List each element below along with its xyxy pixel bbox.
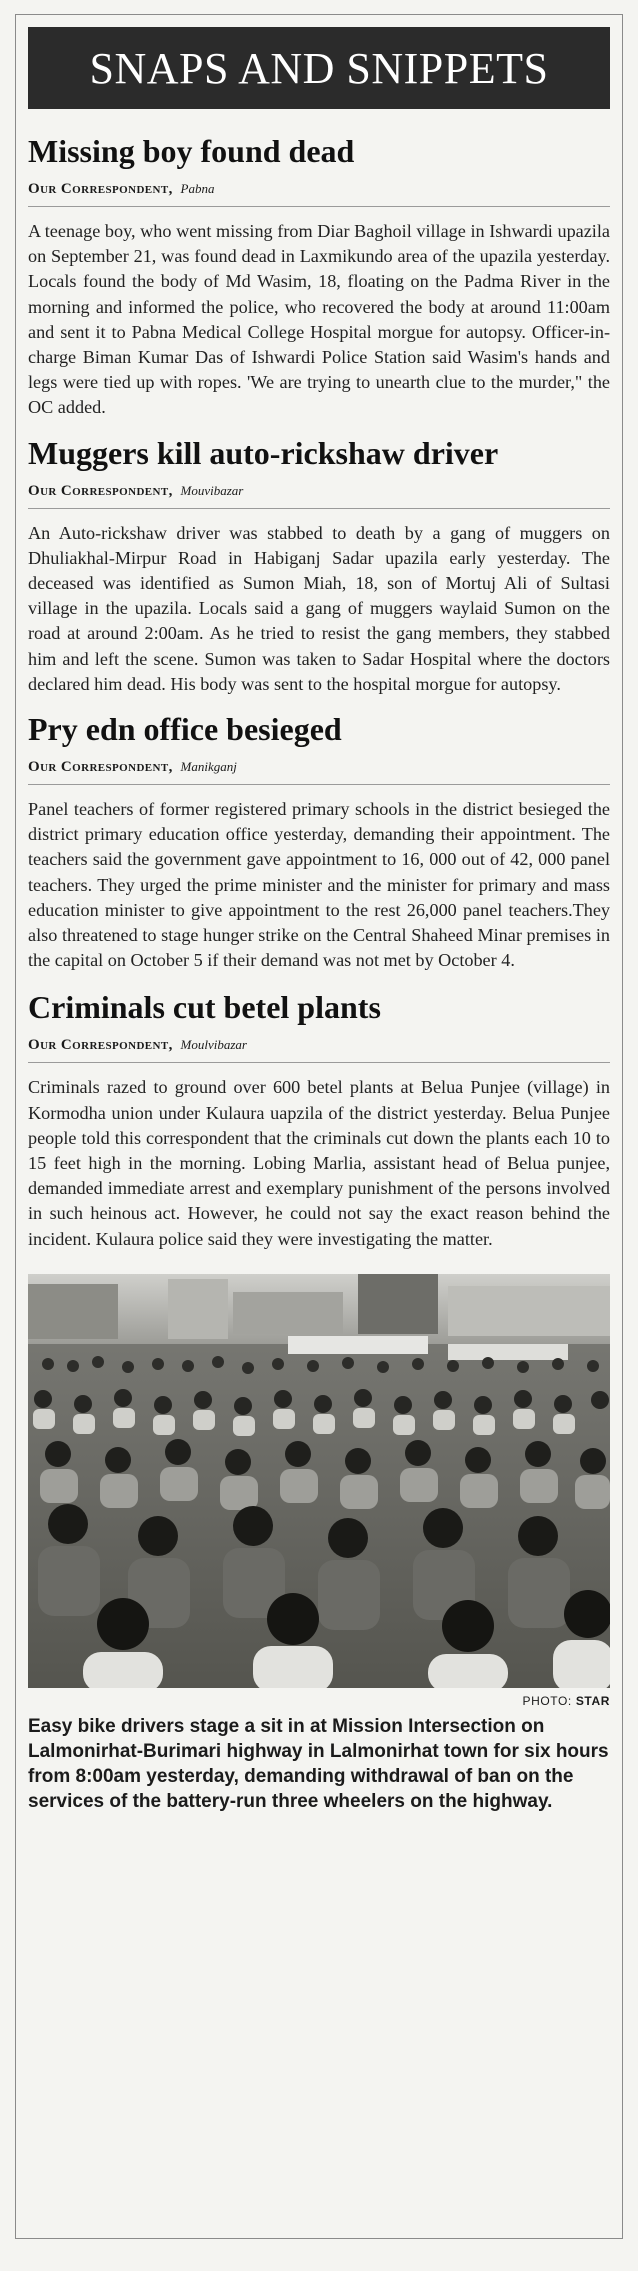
photo-credit-label: PHOTO: [522, 1693, 572, 1708]
story-headline: Criminals cut betel plants [28, 989, 381, 1026]
story-body: An Auto-rickshaw driver was stabbed to death by a gang of muggers on Dhuliakhal-Mirpur Road in Habiganj Sadar upazila early yesterday. The deceased was identified as Sumon Miah, 18, son of Mortuj Ali of Sultasi village in the upazila. Locals said a gang of muggers waylaid Sumon on the road at around 2:00am. As he tried to resist the gang members, they stabbed him and left the scene. Sumon was taken to Sadar Hospital where the doctors declared him dead. His body was sent to the hospital morgue for autopsy. [28, 522, 610, 694]
story-pry-edn-office [28, 711, 610, 973]
section-banner [28, 27, 610, 109]
crowd-photo-illustration [28, 1274, 610, 1688]
story-byline [28, 1037, 610, 1063]
photo-credit-source: STAR [575, 1693, 610, 1708]
story-muggers [28, 435, 610, 697]
story-betel-plants [28, 989, 610, 1251]
story-byline [28, 181, 610, 207]
story-body: Criminals razed to ground over 600 betel plants at Belua Punjee (village) in Kormodha union under Kulaura uapzila of the district yesterday. Belua Punjee people told this correspondent that the criminals cut down the plants each 10 to 15 feet high in the morning. Lobing Marlia, assistant head of Belua punjee, demanded immediate arrest and exemplary punishment of the persons involved in such heinous act. However, he could not say the exact reason behind the incident. Kulaura police said they were investigating the matter. [28, 1077, 610, 1249]
newspaper-page [15, 14, 623, 2239]
byline-author: Our Correspondent, [28, 181, 173, 197]
byline-location: Manikganj [180, 759, 237, 775]
section-title: SNAPS AND SNIPPETS [89, 43, 549, 93]
story-byline [28, 759, 610, 785]
byline-location: Pabna [180, 181, 215, 196]
byline-author: Our Correspondent, [28, 482, 173, 499]
photo-credit [28, 1694, 610, 1708]
byline-location: Moulvibazar [180, 1037, 247, 1053]
story-body: Panel teachers of former registered primary schools in the district besieged the district primary education office yesterday, demanding their appointment. The teachers said the government gave appointment to 16, 000 out of 42, 000 panel teachers. They urged the prime minister and the minister for primary and mass education minister to give appointment to the rest 26,000 panel teachers.They also threatened to stage hunger strike on the Central Shaheed Minar premises in the capital on October 5 if their demand was not met by October 4. [28, 799, 610, 971]
story-body: A teenage boy, who went missing from Diar Baghoil village in Ishwardi upazila on September 21, was found dead in Laxmikundo area of the upazila yesterday. Locals found the body of Md Wasim, 18, floating on the Padma River in the morning and informed the police, who recovered the body at around 11:00am and sent it to Pabna Medical College Hospital morgue for autopsy. Officer-in-charge Biman Kumar Das of Ishwardi Police Station said Wasim's hands and legs were tied up with ropes. 'We are trying to unearth clue to the murder," the OC added. [28, 221, 610, 418]
byline-location: Mouvibazar [180, 482, 244, 498]
story-missing-boy [28, 133, 610, 421]
byline-author: Our Correspondent, [28, 759, 173, 776]
story-headline: Muggers kill auto-rickshaw driver [28, 434, 499, 471]
news-photo [28, 1274, 610, 1688]
story-headline: Pry edn office besieged [28, 711, 342, 748]
story-headline: Missing boy found dead [28, 133, 355, 169]
photo-caption: Easy bike drivers stage a sit in at Mission Intersection on Lalmonirhat-Burimari highway in Lalmonirhat town for six hours from 8:00am yesterday, demanding withdrawal of ban on the services of the battery-run three wheelers on the highway. [28, 1715, 609, 1812]
byline-author: Our Correspondent, [28, 1037, 173, 1054]
story-byline [28, 483, 610, 509]
